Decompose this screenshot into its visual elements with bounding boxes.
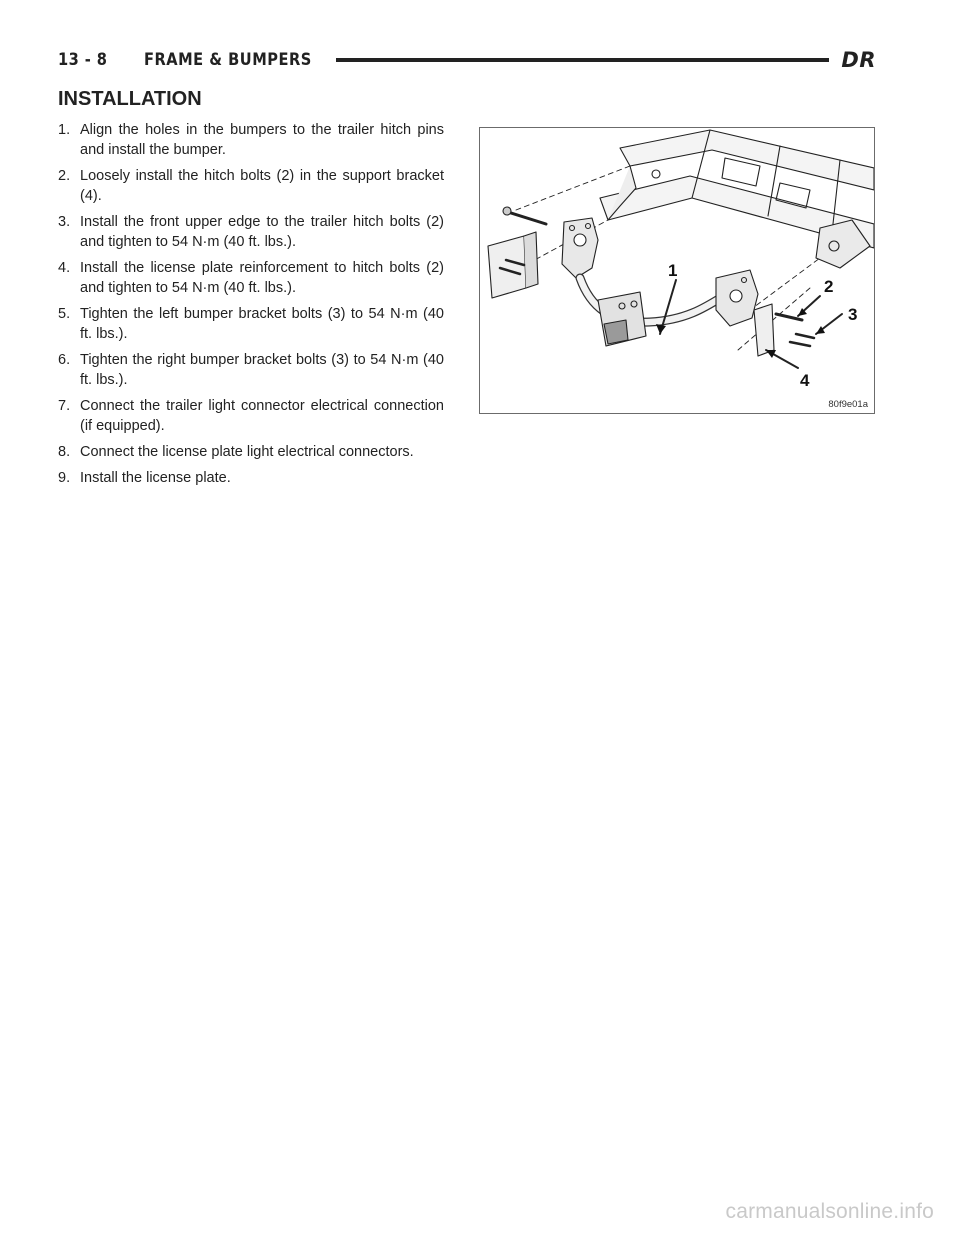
- step-text: Loosely install the hitch bolts (2) in the support bracket (4).: [80, 168, 444, 204]
- hitch-mount-hole: [730, 290, 742, 302]
- step-text: Install the front upper edge to the trailer hitch bolts (2) and tighten to 54 N·m (40 ft. lbs.).: [80, 214, 444, 250]
- callout-label-1: 1: [668, 261, 678, 280]
- callout-label-3: 3: [848, 305, 858, 324]
- step-number: 2.: [58, 168, 71, 184]
- step-text: Tighten the right bumper bracket bolts (3) to 54 N·m (40 ft. lbs.).: [80, 352, 444, 388]
- installation-steps: [58, 120, 444, 494]
- frame-rail-upper: [620, 130, 874, 190]
- step-item: [58, 304, 444, 344]
- step-number: 3.: [58, 214, 71, 230]
- step-number: 8.: [58, 444, 71, 460]
- hitch-mount-left: [562, 218, 598, 278]
- frame-detail: [722, 158, 760, 186]
- step-text: Tighten the left bumper bracket bolts (3) to 54 N·m (40 ft. lbs.).: [80, 306, 444, 342]
- step-text: Install the license plate reinforcement to hitch bolts (2) and tighten to 54 N·m (40 ft. lbs.).: [80, 260, 444, 296]
- step-item: [58, 468, 444, 488]
- bracket-bolt: [796, 334, 814, 338]
- section-name: FRAME & BUMPERS: [144, 50, 312, 70]
- step-text: Connect the trailer light connector electrical connection (if equipped).: [80, 398, 444, 434]
- step-item: [58, 166, 444, 206]
- section-title: INSTALLATION: [58, 88, 202, 110]
- bracket-bolt: [790, 342, 810, 346]
- step-number: 6.: [58, 352, 71, 368]
- hitch-receiver-opening: [604, 320, 628, 344]
- step-item: [58, 396, 444, 436]
- step-number: 4.: [58, 260, 71, 276]
- support-bracket: [754, 304, 774, 356]
- step-text: Align the holes in the bumpers to the trailer hitch pins and install the bumper.: [80, 122, 444, 158]
- figure-code: 80f9e01a: [828, 399, 868, 410]
- callout-arrowhead-1: [656, 324, 666, 334]
- left-hitch-bolt-head: [503, 207, 511, 215]
- callout-label-2: 2: [824, 277, 834, 296]
- model-code: DR: [841, 48, 876, 72]
- left-hitch-bolt: [508, 212, 546, 224]
- page-number: 13 - 8: [58, 50, 108, 70]
- left-bumper-bracket: [488, 236, 526, 298]
- hitch-mount-hole: [574, 234, 586, 246]
- step-number: 9.: [58, 470, 71, 486]
- step-text: Install the license plate.: [80, 470, 231, 486]
- step-item: [58, 212, 444, 252]
- watermark: carmanualsonline.info: [725, 1200, 934, 1223]
- step-number: 7.: [58, 398, 71, 414]
- step-number: 5.: [58, 306, 71, 322]
- step-item: [58, 350, 444, 390]
- frame-hole: [652, 170, 660, 178]
- step-item: [58, 442, 444, 462]
- page-header: [58, 46, 876, 74]
- step-item: [58, 120, 444, 160]
- header-rule: [336, 58, 829, 62]
- left-bumper-bracket-flange: [524, 232, 538, 288]
- step-item: [58, 258, 444, 298]
- hitch-illustration: [480, 128, 874, 413]
- callout-label-4: 4: [800, 371, 810, 390]
- step-number: 1.: [58, 122, 71, 138]
- hitch-installation-figure: [479, 127, 875, 414]
- step-text: Connect the license plate light electrical connectors.: [80, 444, 414, 460]
